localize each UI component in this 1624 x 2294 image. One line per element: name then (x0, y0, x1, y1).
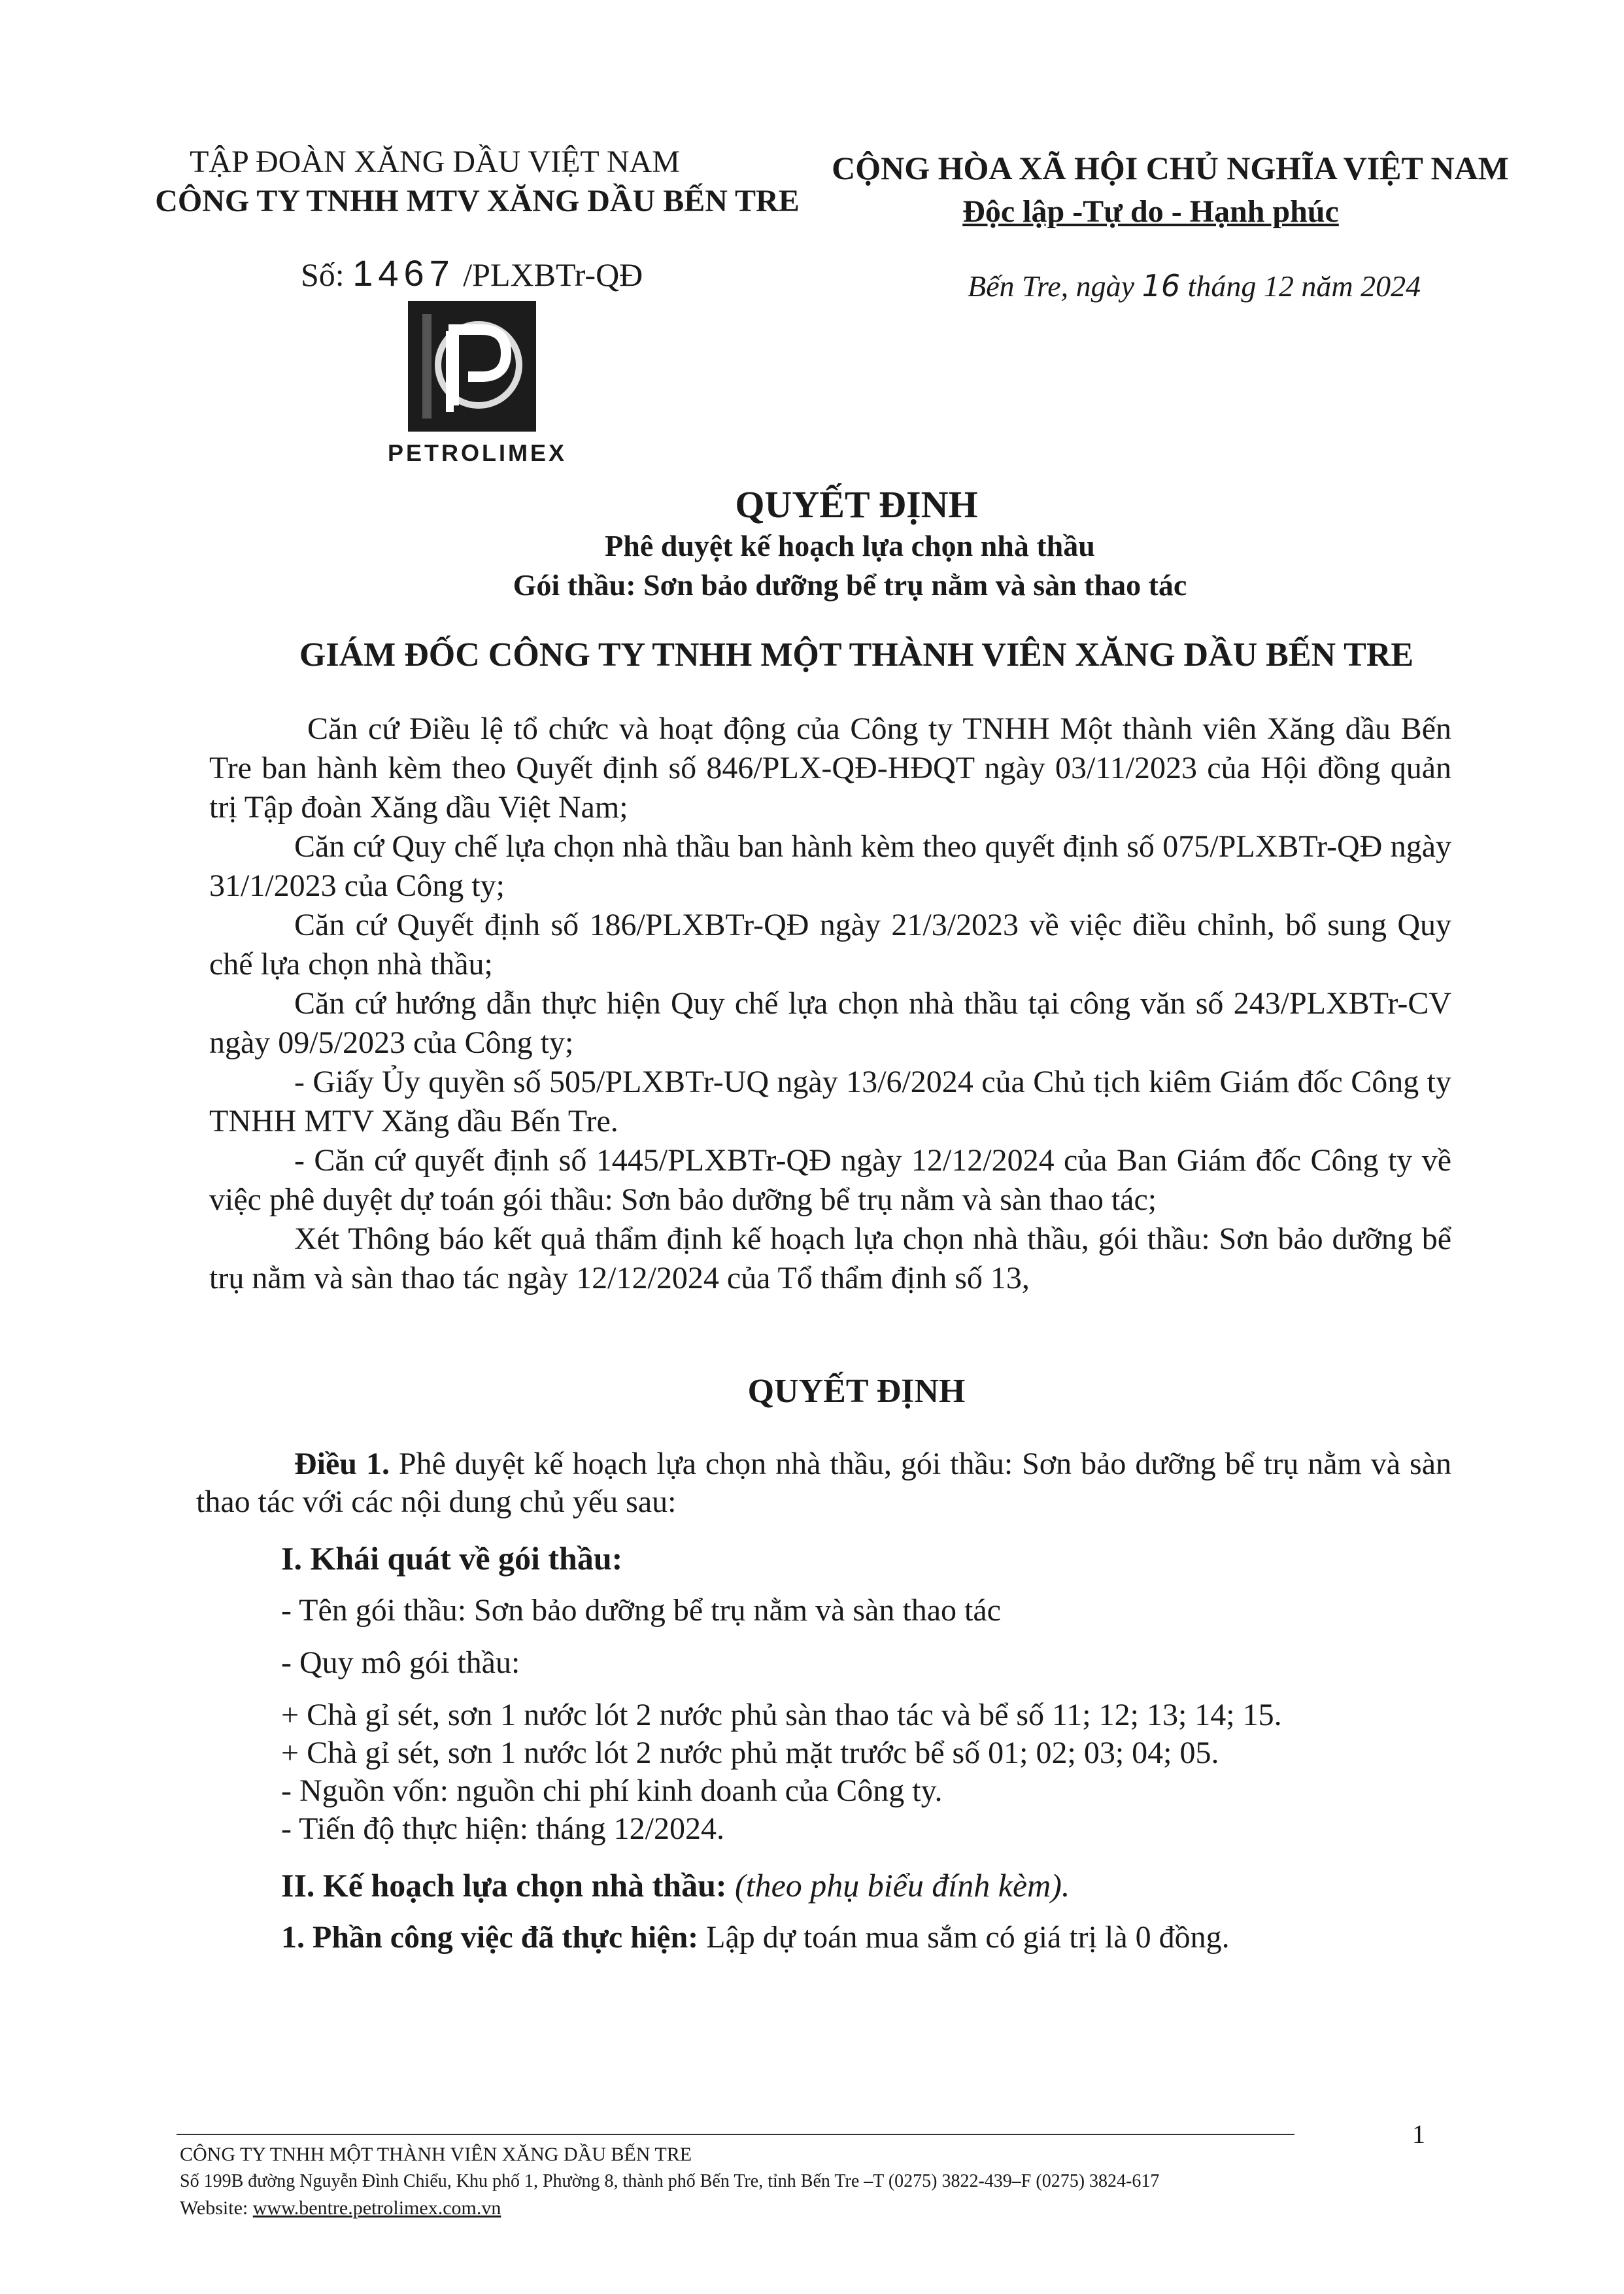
document-title: QUYẾT ĐỊNH (735, 483, 978, 526)
legal-basis-2: Căn cứ Quy chế lựa chọn nhà thầu ban hành kèm theo quyết định số 075/PLXBTr-QĐ ngày 31/1/2023 của Công ty; (209, 829, 1451, 903)
package-name-item: - Tên gói thầu: Sơn bảo dưỡng bể trụ nằm và sàn thao tác (281, 1593, 1001, 1628)
package-scale-item: - Quy mô gói thầu: (281, 1645, 520, 1680)
footer-website-link[interactable]: www.bentre.petrolimex.com.vn (252, 2197, 501, 2219)
legal-basis-3: Căn cứ Quyết định số 186/PLXBTr-QĐ ngày 21/3/2023 về việc điều chỉnh, bổ sung Quy chế lựa chọn nhà thầu; (209, 908, 1451, 982)
document-date (968, 268, 1530, 303)
national-motto: Độc lập -Tự do - Hạnh phúc (962, 194, 1339, 229)
scale-item-2: + Chà gỉ sét, sơn 1 nước lót 2 nước phủ mặt trước bể số 01; 02; 03; 04; 05. (281, 1736, 1219, 1770)
funding-source-item: - Nguồn vốn: nguồn chi phí kinh doanh của Công ty. (281, 1773, 943, 1808)
document-number-value: 1467 (352, 252, 455, 294)
footer-divider (177, 2134, 1294, 2135)
date-month-year: tháng 12 năm 2024 (1187, 269, 1421, 303)
date-day: 16 (1142, 268, 1181, 303)
section-1-title: I. Khái quát về gói thầu: (281, 1540, 623, 1577)
footer-website-label: Website: (180, 2197, 248, 2219)
document-subtitle: Phê duyệt kế hoạch lựa chọn nhà thầu (605, 529, 1095, 562)
schedule-item: - Tiến độ thực hiện: tháng 12/2024. (281, 1811, 724, 1846)
legal-basis-6: - Căn cứ quyết định số 1445/PLXBTr-QĐ ngày 12/12/2024 của Ban Giám đốc Công ty về việc phê duyệt dự toán gói thầu: Sơn bảo dưỡng bể trụ nằm và sàn thao tác; (209, 1143, 1451, 1217)
document-number-label: Số: (301, 256, 345, 293)
footer-company: CÔNG TY TNHH MỘT THÀNH VIÊN XĂNG DẦU BẾN TRE (180, 2144, 692, 2165)
article-1 (196, 1445, 1451, 1957)
completed-work-label: 1. Phần công việc đã thực hiện: (281, 1920, 699, 1955)
article-1-text: Phê duyệt kế hoạch lựa chọn nhà thầu, gói thầu: Sơn bảo dưỡng bể trụ nằm và sàn thao tác với các nội dung chủ yếu sau: (196, 1447, 1452, 1519)
legal-basis-7: Xét Thông báo kết quả thẩm định kế hoạch lựa chọn nhà thầu, gói thầu: Sơn bảo dưỡng bể trụ nằm và sàn thao tác ngày 12/12/2024 của Tổ thẩm định số 13, (209, 1222, 1451, 1295)
footer-address: Số 199B đường Nguyễn Đình Chiểu, Khu phố 1, Phường 8, thành phố Bến Tre, tỉnh Bến Tre –T (0275) 3822-439–F (0275) 3824-617 (180, 2171, 1160, 2191)
document-number (301, 252, 758, 294)
nation-name: CỘNG HÒA XÃ HỘI CHỦ NGHĨA VIỆT NAM (832, 150, 1509, 186)
completed-work-item (196, 1919, 1451, 1957)
document-number-suffix: /PLXBTr-QĐ (463, 256, 643, 293)
completed-work-text: Lập dự toán mua sắm có giá trị là 0 đồng. (706, 1920, 1230, 1955)
company-name: CÔNG TY TNHH MTV XĂNG DẦU BẾN TRE (155, 184, 800, 218)
legal-bases (209, 710, 1451, 1298)
legal-basis-1: Căn cứ Điều lệ tổ chức và hoạt động của Công ty TNHH Một thành viên Xăng dầu Bến Tre ban hành kèm theo Quyết định số 846/PLX-QĐ-HĐQT ngày 03/11/2023 của Hội đồng quản trị Tập đoàn Xăng dầu Việt Nam; (209, 711, 1451, 825)
scale-item-1: + Chà gỉ sét, sơn 1 nước lót 2 nước phủ sàn thao tác và bể số 11; 12; 13; 14; 15. (281, 1698, 1282, 1732)
logo-text: PETROLIMEX (387, 439, 567, 466)
parent-org-name: TẬP ĐOÀN XĂNG DẦU VIỆT NAM (190, 145, 680, 179)
petrolimex-logo-icon (408, 301, 536, 432)
article-1-label: Điều 1. (294, 1447, 390, 1481)
section-2-title (196, 1866, 1451, 1904)
article-1-intro (196, 1445, 1451, 1521)
issuing-authority: GIÁM ĐỐC CÔNG TY TNHH MỘT THÀNH VIÊN XĂNG DẦU BẾN TRE (299, 636, 1414, 674)
page-number: 1 (1412, 2119, 1425, 2149)
footer-website (180, 2197, 964, 2219)
package-title: Gói thầu: Sơn bảo dưỡng bể trụ nằm và sàn thao tác (513, 568, 1187, 602)
section-2-note: (theo phụ biểu đính kèm). (735, 1867, 1070, 1904)
legal-basis-5: - Giấy Ủy quyền số 505/PLXBTr-UQ ngày 13/6/2024 của Chủ tịch kiêm Giám đốc Công ty TNHH MTV Xăng dầu Bến Tre. (209, 1065, 1451, 1138)
date-place: Bến Tre, ngày (968, 269, 1135, 303)
decision-heading: QUYẾT ĐỊNH (747, 1373, 966, 1410)
legal-basis-4: Căn cứ hướng dẫn thực hiện Quy chế lựa chọn nhà thầu tại công văn số 243/PLXBTr-CV ngày 09/5/2023 của Công ty; (209, 986, 1451, 1060)
petrolimex-logo (408, 301, 536, 432)
section-2-label: II. Kế hoạch lựa chọn nhà thầu: (281, 1867, 727, 1904)
